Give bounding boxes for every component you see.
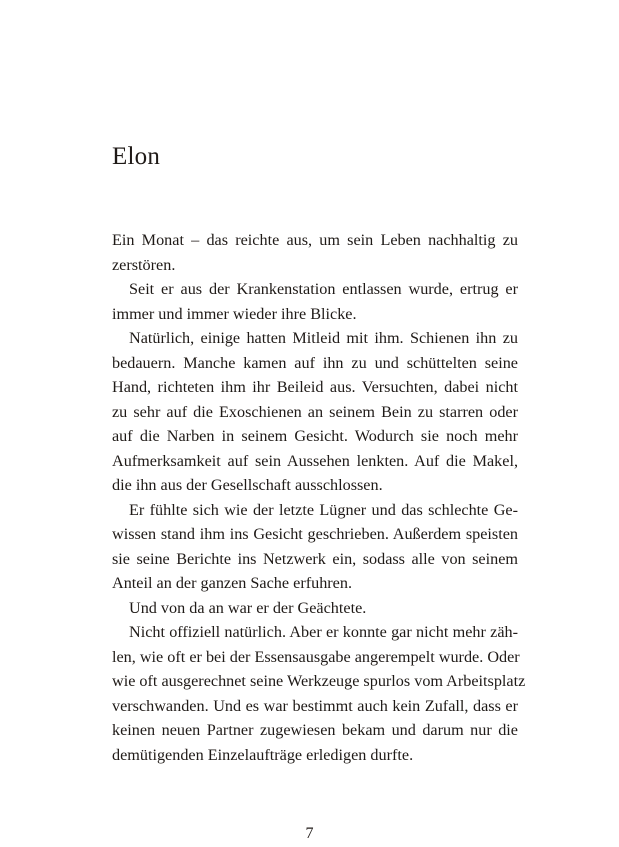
text-line: Natürlich, einige hatten Mitleid mit ihm. Schienen ihn zu <box>129 329 518 347</box>
text-line: Und von da an war er der Geächtete. <box>129 598 367 617</box>
paragraph <box>112 596 518 621</box>
paragraph <box>112 326 518 498</box>
paragraph <box>112 620 526 767</box>
chapter-title: Elon <box>112 143 161 170</box>
paragraph <box>112 277 518 326</box>
text-line: verschwanden. Und es war bestimmt auch kein Zufall, dass er <box>112 696 518 715</box>
text-line: Er fühlte sich wie der letzte Lügner und das schlechte Ge- <box>129 500 518 519</box>
paragraph <box>112 228 518 277</box>
page-number: 7 <box>305 825 314 842</box>
chapter-body <box>112 228 526 767</box>
text-line: wissen stand ihm ins Gesicht geschrieben. Außerdem speisten <box>112 525 518 543</box>
text-line: Hand, richteten ihm ihr Beileid aus. Versuchten, dabei nicht <box>112 378 518 396</box>
text-line: Aufmerksamkeit auf sein Aussehen lenkten. Auf die Makel, <box>112 451 518 470</box>
text-line: die ihn aus der Gesellschaft ausschlossen. <box>112 476 383 494</box>
text-line: wie oft ausgerechnet seine Werkzeuge spurlos vom Arbeitsplatz <box>112 672 526 690</box>
text-line: immer und immer wieder ihre Blicke. <box>112 304 357 323</box>
text-line: keinen neuen Partner zugewiesen bekam und darum nur die <box>112 721 518 739</box>
text-line: sie seine Berichte ins Netzwerk ein, sodass alle von seinem <box>112 549 518 568</box>
text-line: auf die Narben in seinem Gesicht. Wodurch sie noch mehr <box>112 427 518 445</box>
text-line: demütigenden Einzelaufträge erledigen durfte. <box>112 745 414 764</box>
paragraph <box>112 498 518 596</box>
text-line: Ein Monat – das reichte aus, um sein Leben nachhaltig zu <box>112 231 518 249</box>
text-line: bedauern. Manche kamen auf ihn zu und schüttelten seine <box>112 353 518 372</box>
text-line: Anteil an der ganzen Sache erfuhren. <box>112 574 352 592</box>
text-line: zu sehr auf die Exoschienen an seinem Bein zu starren oder <box>112 402 518 421</box>
text-line: zerstören. <box>112 255 176 274</box>
text-line: Nicht offiziell natürlich. Aber er konnte gar nicht mehr zäh- <box>129 623 518 641</box>
text-line: len, wie oft er bei der Essensausgabe angerempelt wurde. Oder <box>112 647 520 666</box>
text-line: Seit er aus der Krankenstation entlassen wurde, ertrug er <box>129 280 518 298</box>
